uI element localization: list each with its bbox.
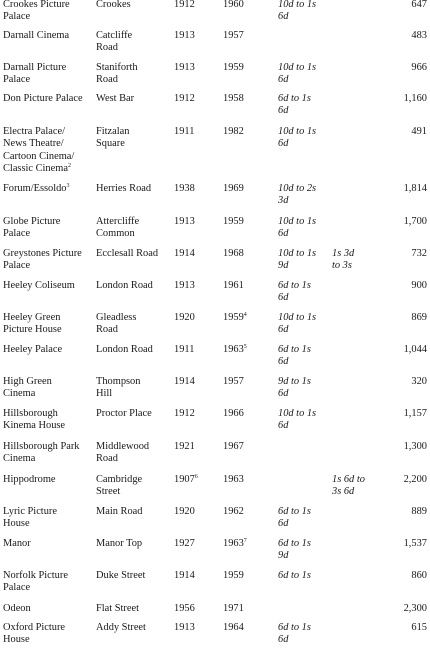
table-row bbox=[0, 93, 430, 126]
year-closed: 1964 bbox=[223, 622, 244, 633]
cinema-location: London Road bbox=[96, 344, 153, 355]
cinema-name: Heeley Green Picture House bbox=[3, 312, 62, 336]
year-closed: 1961 bbox=[223, 280, 244, 291]
seat-count: 1,157 bbox=[403, 408, 427, 419]
year-opened: 1913 bbox=[174, 216, 195, 227]
cinema-location: Ecclesall Road bbox=[96, 248, 159, 259]
table-row bbox=[0, 126, 430, 183]
year-opened: 1913 bbox=[174, 30, 195, 41]
cinema-name: Hillsborough Kinema House bbox=[3, 408, 66, 432]
seat-count: 869 bbox=[411, 312, 427, 323]
cinema-location: Main Road bbox=[96, 506, 143, 517]
year-closed-text: 1959 bbox=[223, 312, 244, 323]
seat-count: 966 bbox=[411, 62, 427, 73]
year-opened: 1927 bbox=[174, 538, 195, 549]
seat-count: 1,537 bbox=[403, 538, 427, 549]
year-opened: 1921 bbox=[174, 441, 195, 452]
seat-count: 860 bbox=[411, 570, 427, 581]
table-row bbox=[0, 0, 430, 30]
year-opened: 1914 bbox=[174, 376, 195, 387]
year-opened: 1920 bbox=[174, 312, 195, 323]
footnote-marker: 2 bbox=[67, 162, 71, 169]
table-row bbox=[0, 344, 430, 376]
year-closed: 1957 bbox=[223, 376, 244, 387]
footnote-marker: 4 bbox=[243, 312, 247, 318]
price-range: 6d to 1s 6d bbox=[278, 344, 311, 368]
year-opened-text: 1907 bbox=[174, 474, 195, 485]
year-closed: 1967 bbox=[223, 441, 244, 452]
cinema-location: Herries Road bbox=[96, 183, 152, 194]
year-opened: 1912 bbox=[174, 0, 195, 10]
price-range: 10d to 1s 6d bbox=[278, 126, 317, 150]
cinema-name: Crookes Picture Palace bbox=[3, 0, 70, 23]
cinema-location: Fitzalan Square bbox=[96, 126, 130, 150]
year-closed: 1960 bbox=[223, 0, 244, 10]
footnote-marker: 7 bbox=[243, 538, 247, 544]
price-range: 9d to 1s 6d bbox=[278, 376, 311, 400]
cinema-location: London Road bbox=[96, 280, 153, 291]
table-row bbox=[0, 62, 430, 93]
year-closed: 1969 bbox=[223, 183, 244, 194]
year-closed: 1982 bbox=[223, 126, 244, 137]
cinema-location: Proctor Place bbox=[96, 408, 152, 419]
table-row bbox=[0, 216, 430, 248]
price-range: 6d to 1s 9d bbox=[278, 538, 311, 562]
seat-count: 615 bbox=[411, 622, 427, 633]
cinema-location: Middlewood Road bbox=[96, 441, 150, 465]
seat-count: 1,044 bbox=[403, 344, 427, 355]
table-row bbox=[0, 376, 430, 408]
table-row bbox=[0, 248, 430, 280]
cinema-name: Heeley Coliseum bbox=[3, 280, 75, 291]
year-closed: 1971 bbox=[223, 603, 244, 614]
price-range: 10d to 1s 6d bbox=[278, 216, 317, 240]
year-opened: 1911 bbox=[174, 344, 195, 355]
year-opened: 1911 bbox=[174, 126, 195, 137]
year-opened: 1956 bbox=[174, 603, 195, 614]
year-opened: 1913 bbox=[174, 622, 195, 633]
seat-count: 889 bbox=[411, 506, 427, 517]
footnote-marker: 6 bbox=[194, 474, 198, 480]
year-closed-text: 1963 bbox=[223, 344, 244, 355]
table-row bbox=[0, 312, 430, 344]
year-closed: 1959 bbox=[223, 216, 244, 227]
table-row bbox=[0, 183, 430, 216]
year-closed: 1968 bbox=[223, 248, 244, 259]
cinema-location: Manor Top bbox=[96, 538, 143, 549]
seat-count: 732 bbox=[411, 248, 427, 259]
table-row bbox=[0, 30, 430, 62]
seat-count: 647 bbox=[411, 0, 427, 10]
footnote-marker: 3 bbox=[66, 183, 70, 189]
year-opened: 1914 bbox=[174, 248, 195, 259]
table-row bbox=[0, 280, 430, 312]
table-row bbox=[0, 538, 430, 570]
seat-count: 1,160 bbox=[403, 93, 427, 104]
price-range: 10d to 1s 6d bbox=[278, 0, 317, 23]
table-row bbox=[0, 570, 430, 603]
cinema-name: Greystones Picture Palace bbox=[3, 248, 82, 272]
price-range: 6d to 1s 6d bbox=[278, 280, 311, 304]
price-range: 10d to 2s 3d bbox=[278, 183, 317, 207]
cinema-name: Heeley Palace bbox=[3, 344, 63, 355]
year-closed bbox=[223, 312, 263, 324]
price-range-alt: 1s 3d to 3s bbox=[332, 248, 355, 272]
cinema-name bbox=[3, 126, 95, 175]
cinema-name: Hippodrome bbox=[3, 474, 56, 485]
cinema-location: Addy Street bbox=[96, 622, 146, 633]
year-closed: 1962 bbox=[223, 506, 244, 517]
cinema-name: High Green Cinema bbox=[3, 376, 52, 400]
cinema-name: Lyric Picture House bbox=[3, 506, 57, 530]
year-closed bbox=[223, 344, 263, 356]
cinema-location: Cambridge Street bbox=[96, 474, 143, 498]
seat-count: 900 bbox=[411, 280, 427, 291]
table-row bbox=[0, 474, 430, 506]
year-closed-text: 1963 bbox=[223, 538, 244, 549]
year-opened: 1914 bbox=[174, 570, 195, 581]
cinema-name-text: Electra Palace/ News Theatre/ Cartoon Cinema/ Classic Cinema bbox=[3, 126, 75, 174]
year-opened: 1920 bbox=[174, 506, 195, 517]
cinema-location: Thompson Hill bbox=[96, 376, 141, 400]
seat-count: 1,300 bbox=[403, 441, 427, 452]
table-row bbox=[0, 408, 430, 441]
year-closed: 1957 bbox=[223, 30, 244, 41]
cinema-name bbox=[3, 183, 95, 195]
year-closed: 1959 bbox=[223, 62, 244, 73]
seat-count: 1,700 bbox=[403, 216, 427, 227]
cinema-name: Norfolk Picture Palace bbox=[3, 570, 68, 594]
cinema-location: Duke Street bbox=[96, 570, 146, 581]
year-opened bbox=[174, 474, 214, 486]
price-range: 6d to 1s bbox=[278, 570, 311, 581]
cinema-name: Darnall Cinema bbox=[3, 30, 70, 41]
price-range: 6d to 1s 6d bbox=[278, 93, 311, 117]
seat-count: 320 bbox=[411, 376, 427, 387]
cinema-name: Manor bbox=[3, 538, 31, 549]
cinema-name: Oxford Picture House bbox=[3, 622, 66, 646]
cinema-location: Attercliffe Common bbox=[96, 216, 140, 240]
table-row bbox=[0, 622, 430, 650]
seat-count: 491 bbox=[411, 126, 427, 137]
price-range: 10d to 1s 6d bbox=[278, 408, 317, 432]
year-opened: 1912 bbox=[174, 93, 195, 104]
year-opened: 1938 bbox=[174, 183, 195, 194]
footnote-marker: 5 bbox=[243, 344, 247, 350]
seat-count: 483 bbox=[411, 30, 427, 41]
cinema-name: Don Picture Palace bbox=[3, 93, 83, 104]
cinema-name: Darnall Picture Palace bbox=[3, 62, 67, 86]
table-row bbox=[0, 506, 430, 538]
cinema-name: Hillsborough Park Cinema bbox=[3, 441, 80, 465]
cinema-name-text: Forum/Essoldo bbox=[3, 183, 67, 194]
year-closed: 1959 bbox=[223, 570, 244, 581]
year-closed: 1958 bbox=[223, 93, 244, 104]
cinema-location: West Bar bbox=[96, 93, 135, 104]
year-closed bbox=[223, 538, 263, 550]
cinema-location: Flat Street bbox=[96, 603, 139, 614]
table-row bbox=[0, 441, 430, 474]
seat-count: 1,814 bbox=[403, 183, 427, 194]
year-closed: 1963 bbox=[223, 474, 244, 485]
cinema-location: Staniforth Road bbox=[96, 62, 138, 86]
price-range: 10d to 1s 6d bbox=[278, 312, 317, 336]
price-range: 10d to 1s 9d bbox=[278, 248, 317, 272]
year-opened: 1913 bbox=[174, 62, 195, 73]
year-opened: 1913 bbox=[174, 280, 195, 291]
price-range-alt: 1s 6d to 3s 6d bbox=[332, 474, 365, 498]
price-range: 6d to 1s 6d bbox=[278, 506, 311, 530]
year-closed: 1966 bbox=[223, 408, 244, 419]
price-range: 10d to 1s 6d bbox=[278, 62, 317, 86]
cinema-location: Catcliffe Road bbox=[96, 30, 133, 54]
seat-count: 2,200 bbox=[403, 474, 427, 485]
cinema-name: Globe Picture Palace bbox=[3, 216, 61, 240]
year-opened: 1912 bbox=[174, 408, 195, 419]
seat-count: 2,300 bbox=[403, 603, 427, 614]
cinema-name: Odeon bbox=[3, 603, 31, 614]
cinema-location: Crookes bbox=[96, 0, 131, 10]
table-row bbox=[0, 603, 430, 622]
price-range: 6d to 1s 6d bbox=[278, 622, 311, 646]
cinema-location: Gleadless Road bbox=[96, 312, 137, 336]
